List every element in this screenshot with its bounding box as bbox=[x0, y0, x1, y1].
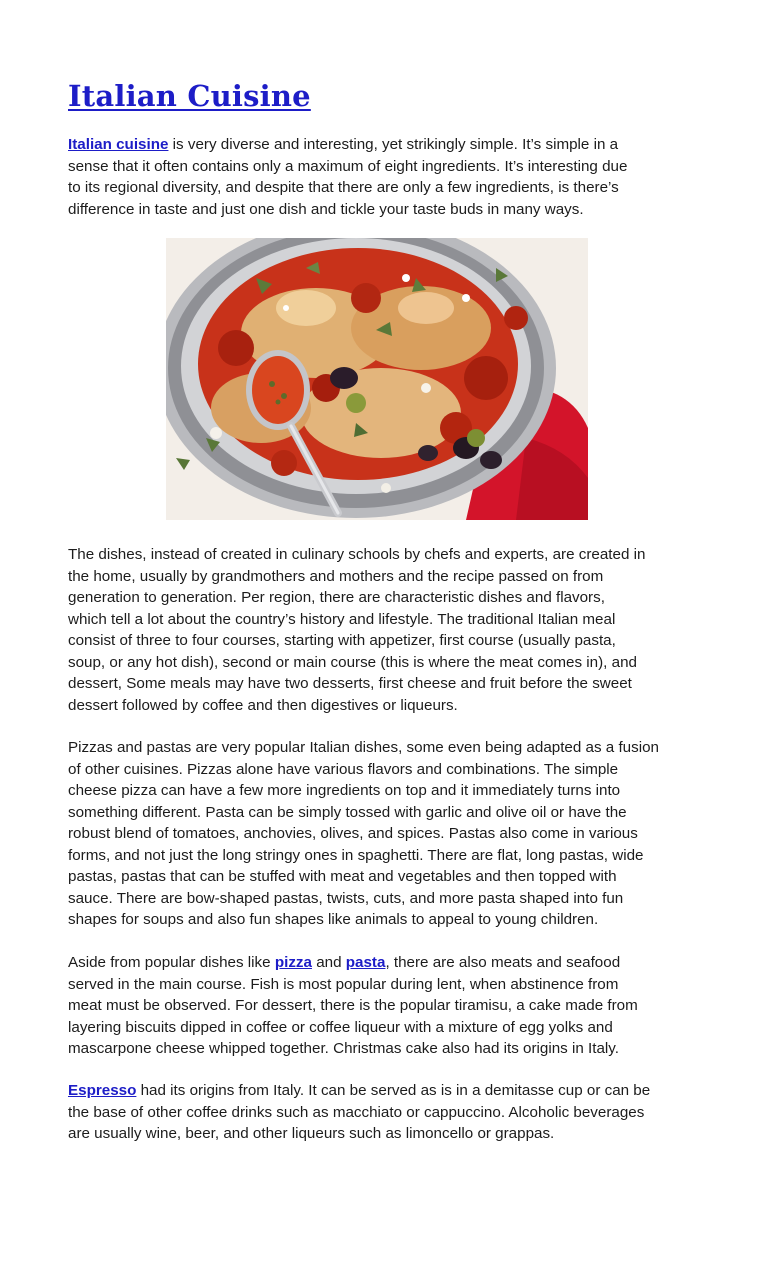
text-line: robust blend of tomatoes, anchovies, olives, and spices. Pastas also come in various bbox=[68, 825, 638, 842]
text-line: consist of three to four courses, starting with appetizer, first course (usually pasta, bbox=[68, 632, 616, 649]
text-line: mascarpone cheese whipped together. Christmas cake also had its origins in Italy. bbox=[68, 1040, 619, 1057]
italian-cuisine-link[interactable]: Italian cuisine bbox=[68, 136, 169, 153]
text-line: which tell a lot about the country’s history and lifestyle. The traditional Italian meal bbox=[68, 610, 616, 628]
text-line: dessert followed by coffee and then digestives or liqueurs. bbox=[68, 696, 458, 714]
text-line: served in the main course. Fish is most popular during lent, when abstinence from bbox=[68, 975, 619, 993]
text-line bbox=[68, 1080, 692, 1102]
text-line: of other cuisines. Pizzas alone have various flavors and combinations. The simple bbox=[68, 760, 619, 778]
text-fragment: had its origins from Italy. It can be served as is in a demitasse cup or can be bbox=[136, 1082, 651, 1099]
text-line: sense that it often contains only a maximum of eight ingredients. It’s interesting due bbox=[68, 157, 628, 175]
food-photo bbox=[166, 238, 588, 520]
text-line: the base of other coffee drinks such as macchiato or cappuccino. Alcoholic beverages bbox=[68, 1103, 645, 1121]
pizza-pasta-paragraph bbox=[68, 737, 692, 931]
text-line: are usually wine, beer, and other liqueurs such as limoncello or grappas. bbox=[68, 1125, 555, 1142]
text-line bbox=[68, 952, 692, 974]
text-fragment: is very diverse and interesting, yet strikingly simple. It’s simple in a bbox=[168, 136, 619, 153]
text-line: pastas, pastas that can be stuffed with meat and vegetables and then topped with bbox=[68, 868, 617, 885]
text-line: dessert, Some meals may have two desserts, first cheese and fruit before the sweet bbox=[68, 675, 632, 692]
main-course-paragraph bbox=[68, 952, 692, 1060]
text-fragment: and bbox=[311, 954, 346, 971]
text-line: cheese pizza can have a few more ingredients on top and it immediately turns into bbox=[68, 782, 621, 799]
text-fragment: , there are also meats and seafood bbox=[385, 954, 621, 971]
text-line: Pizzas and pastas are very popular Italian dishes, some even being adapted as a fusion bbox=[68, 739, 659, 756]
text-line: difference in taste and just one dish and tickle your taste buds in many ways. bbox=[68, 200, 584, 218]
espresso-link[interactable]: Espresso bbox=[68, 1082, 137, 1099]
text-line: generation to generation. Per region, there are characteristic dishes and flavors, bbox=[68, 589, 605, 606]
text-line: forms, and not just the long stringy ones in spaghetti. There are flat, long pastas, wide bbox=[68, 846, 644, 864]
food-photo-icon bbox=[166, 238, 588, 520]
text-line: to its regional diversity, and despite that there are only a few ingredients, is there’s bbox=[68, 179, 619, 196]
text-line: soup, or any hot dish), second or main course (this is where the meat comes in), and bbox=[68, 653, 637, 671]
pizza-link[interactable]: pizza bbox=[274, 954, 312, 971]
page-title: Italian Cuisine bbox=[68, 79, 311, 113]
text-line: something different. Pasta can be simply tossed with garlic and olive oil or have the bbox=[68, 803, 627, 821]
espresso-paragraph bbox=[68, 1080, 692, 1145]
text-line: layering biscuits dipped in coffee or coffee liqueur with a mixture of egg yolks and bbox=[68, 1018, 613, 1036]
traditions-paragraph bbox=[68, 544, 692, 716]
pasta-link[interactable]: pasta bbox=[345, 954, 386, 971]
text-line: shapes for soups and also fun shapes like animals to appeal to young children. bbox=[68, 911, 599, 928]
text-line: the home, usually by grandmothers and mothers and the recipe passed on from bbox=[68, 567, 604, 585]
text-line: The dishes, instead of created in culinary schools by chefs and experts, are created in bbox=[68, 546, 646, 563]
text-fragment: Aside from popular dishes like bbox=[68, 954, 275, 971]
text-line: meat must be observed. For dessert, there is the popular tiramisu, a cake made from bbox=[68, 997, 638, 1014]
intro-paragraph bbox=[68, 134, 692, 220]
text-line: sauce. There are bow-shaped pastas, twists, cuts, and more pasta shaped into fun bbox=[68, 889, 624, 907]
text-line bbox=[68, 134, 692, 156]
